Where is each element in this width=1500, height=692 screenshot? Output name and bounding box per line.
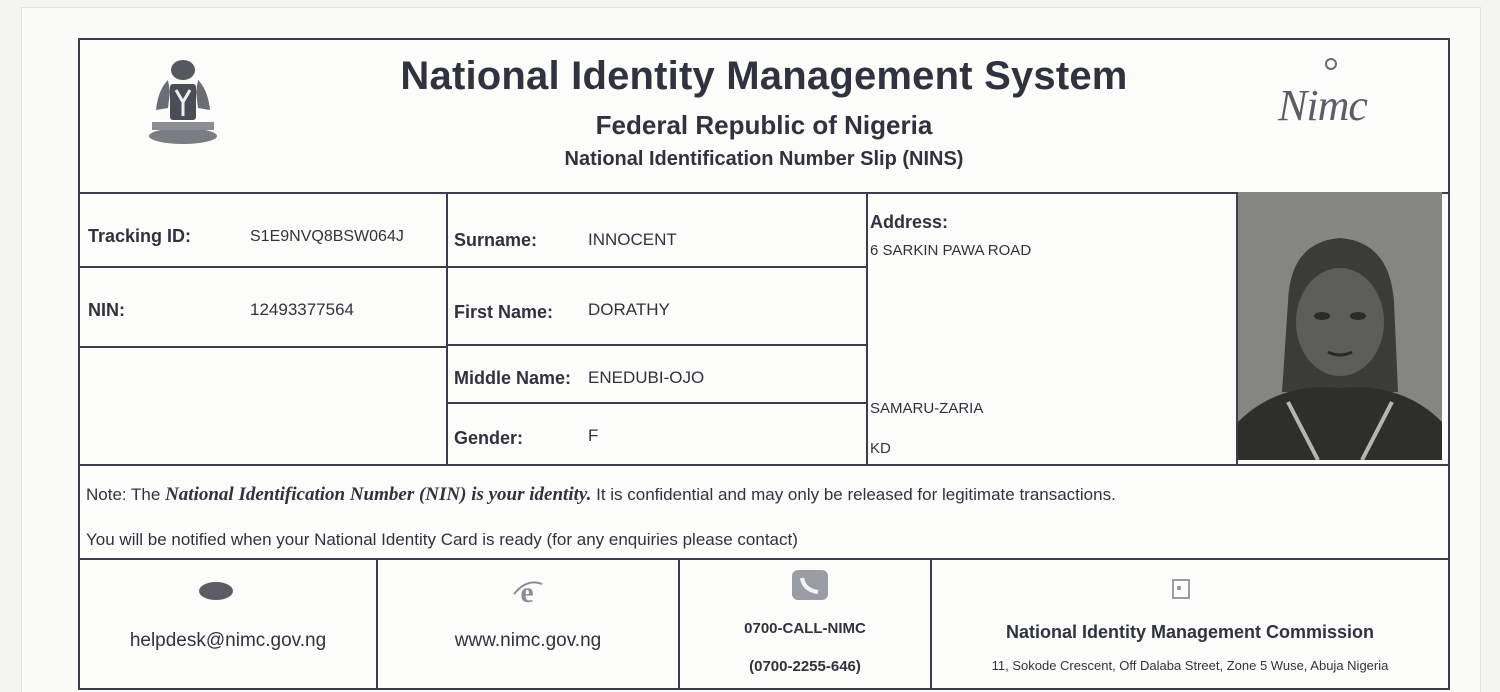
address-line-3: KD	[870, 440, 891, 457]
note-suffix: It is confidential and may only be released for legitimate transactions.	[591, 485, 1116, 504]
note-prefix: Note: The	[86, 485, 166, 504]
internet-explorer-icon	[510, 574, 544, 608]
address-label: Address:	[870, 212, 949, 232]
surname-value: INNOCENT	[588, 230, 677, 249]
middle-name-value: ENEDUBI-OJO	[588, 368, 705, 387]
website-link[interactable]: www.nimc.gov.ng	[454, 630, 602, 651]
note-line-1	[86, 484, 1116, 506]
first-name-label: First Name:	[454, 302, 554, 322]
email-link[interactable]: helpdesk@nimc.gov.ng	[129, 630, 327, 651]
address-line-2: SAMARU-ZARIA	[870, 400, 984, 417]
phone-secondary: (0700-2255-646)	[749, 658, 861, 675]
building-icon	[1170, 574, 1192, 600]
svg-text:e: e	[520, 576, 534, 608]
page-title: National Identity Management System	[400, 54, 1128, 98]
org-name: National Identity Management Commission	[1005, 622, 1375, 642]
address-line-1: 6 SARKIN PAWA ROAD	[870, 242, 1032, 259]
middle-name-label: Middle Name:	[454, 368, 572, 388]
tracking-id-label: Tracking ID:	[88, 226, 192, 246]
gender-value: F	[588, 426, 599, 445]
phone-icon	[790, 568, 830, 602]
nimc-mark-icon	[1320, 54, 1342, 74]
tracking-id-value: S1E9NVQ8BSW064J	[250, 228, 404, 245]
surname-label: Surname:	[454, 230, 538, 250]
gender-label: Gender:	[454, 428, 524, 448]
country-subtitle: Federal Republic of Nigeria	[595, 110, 933, 140]
org-address: 11, Sokode Crescent, Off Dalaba Street, Zone 5 Wuse, Abuja Nigeria	[991, 658, 1389, 673]
note-emphasis: National Identification Number (NIN) is your identity.	[165, 484, 592, 505]
note-line-2: You will be notified when your National Identity Card is ready (for any enquiries please contact)	[86, 530, 798, 549]
portrait-image	[1238, 192, 1442, 460]
passport-photo	[1238, 192, 1442, 460]
email-icon	[196, 578, 236, 604]
nin-value: 12493377564	[250, 300, 355, 319]
nin-slip	[78, 38, 1450, 690]
phone-primary: 0700-CALL-NIMC	[744, 620, 866, 637]
first-name-value: DORATHY	[588, 300, 670, 319]
slip-name: National Identification Number Slip (NINS)	[564, 148, 964, 170]
nin-label: NIN:	[88, 300, 125, 320]
nimc-logo: Nimc	[1278, 81, 1367, 130]
